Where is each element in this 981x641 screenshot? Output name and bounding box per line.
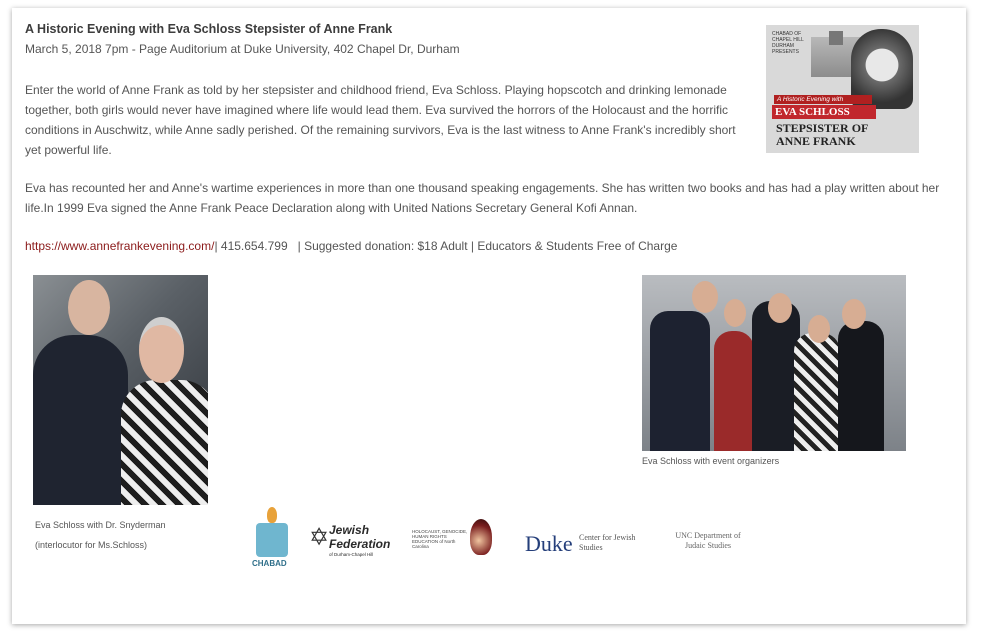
photo-person — [121, 380, 208, 505]
photo-person-head — [768, 293, 792, 323]
poster-subtitle-line2: ANNE FRANK — [776, 134, 856, 148]
photo-person — [752, 301, 800, 451]
holocaust-education-logo — [412, 519, 497, 555]
photo-person-head — [68, 280, 110, 335]
holocaust-education-text: HOLOCAUST, GENOCIDE, HUMAN RIGHTS EDUCATION of North Carolina — [412, 529, 468, 549]
duke-wordmark: Duke — [525, 531, 573, 556]
photo-person-head — [139, 317, 184, 383]
contact-details: | 415.654.799 | Suggested donation: $18 Adult | Educators & Students Free of Charge — [214, 239, 678, 253]
photo-caption-1-line1: Eva Schloss with Dr. Snyderman — [35, 520, 166, 530]
jewish-federation-line2: Federation — [329, 537, 391, 551]
poster-presenters: CHABAD OF CHAPEL HILL DURHAM PRESENTS — [772, 31, 804, 55]
photo-caption-1 — [35, 515, 166, 555]
sponsor-logos — [247, 505, 747, 575]
photo-person — [33, 335, 128, 505]
duke-jewish-studies-logo — [525, 531, 636, 557]
star-of-david-icon: ✡ — [309, 524, 330, 551]
event-title: A Historic Evening with Eva Schloss Stepsister of Anne Frank — [25, 22, 393, 36]
event-date-location: March 5, 2018 7pm - Page Auditorium at Duke University, 402 Chapel Dr, Durham — [25, 42, 460, 56]
event-website-link[interactable]: https://www.annefrankevening.com/ — [25, 239, 215, 253]
photo-person-head — [842, 299, 866, 329]
poster-name: EVA SCHLOSS — [772, 105, 876, 119]
poster-subtitle — [776, 122, 916, 148]
event-description-1: Enter the world of Anne Frank as told by her stepsister and childhood friend, Eva Schloss. Playing hopscotch and drinking lemonade together, both girls would never have imagined where life would lead them. Eva survived the horrors of the Holocaust and the horrific conditions in Auschwitz, while Anne sadly perished. Of the remaining survivors, Eva is the last witness to Anne Frank's incredibly short yet powerful life. — [25, 83, 736, 157]
photo-person — [794, 333, 840, 451]
event-description-2: Eva has recounted her and Anne's wartime experiences in more than one thousand speaking engagements. She has written two books and has had a play written about her life.In 1999 Eva signed the Anne Frank Peace Declaration along with United Nations Secretary General Kofi Annan. — [25, 181, 940, 215]
photo-person — [838, 321, 884, 451]
photo-eva-with-snyderman — [33, 275, 208, 505]
jewish-federation-line3: of Durham-Chapel Hill — [329, 552, 374, 557]
chabad-logo — [250, 505, 294, 573]
photo-eva-with-organizers — [642, 275, 906, 451]
photo-caption-1-line2: (interlocutor for Ms.Schloss) — [35, 540, 148, 550]
contact-line — [25, 239, 677, 253]
photo-person — [714, 331, 754, 451]
duke-center-text: Center for Jewish Studies — [579, 533, 636, 552]
photo-caption-2: Eva Schloss with event organizers — [642, 456, 780, 466]
flame-icon — [470, 519, 492, 555]
unc-judaic-studies-logo: UNC Department of Judaic Studies — [675, 531, 741, 550]
photo-person-head — [692, 281, 718, 313]
menorah-icon — [256, 523, 288, 557]
photo-person-head — [808, 315, 830, 343]
chabad-logo-text: CHABAD — [252, 559, 287, 568]
event-poster — [766, 25, 919, 153]
jewish-federation-line1: Jewish — [329, 523, 370, 537]
photo-person-head — [724, 299, 746, 327]
flame-icon — [267, 507, 277, 523]
photo-person — [650, 311, 710, 451]
poster-ribbon: A Historic Evening with — [774, 95, 872, 104]
jewish-federation-logo — [309, 517, 389, 562]
poster-subtitle-line1: STEPSISTER OF — [776, 121, 869, 135]
